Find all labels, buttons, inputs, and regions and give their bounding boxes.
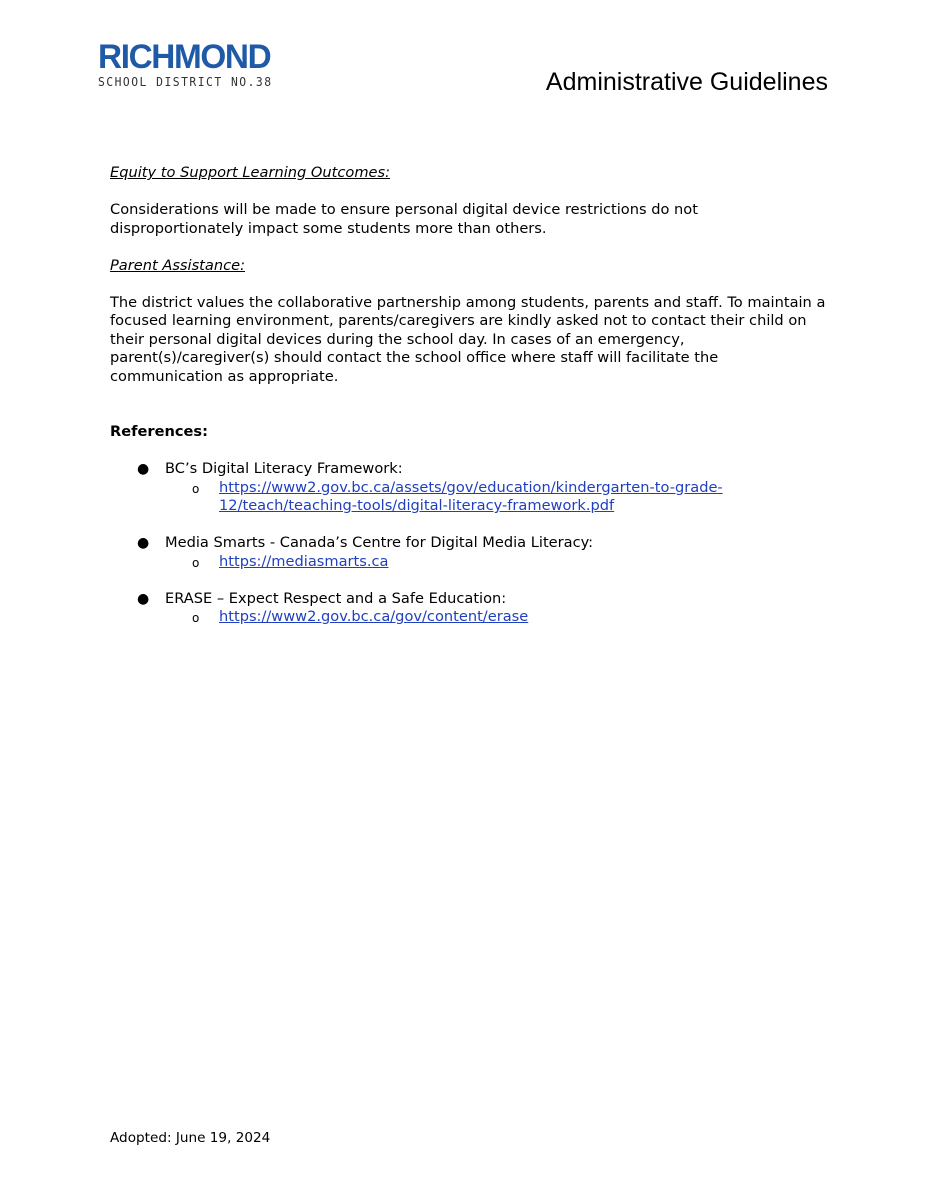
equity-heading: Equity to Support Learning Outcomes: xyxy=(110,164,391,181)
reference-label: BC’s Digital Literacy Framework: xyxy=(165,460,403,477)
district-logo xyxy=(98,40,298,89)
adopted-date: Adopted: June 19, 2024 xyxy=(110,1130,271,1146)
reference-item xyxy=(110,460,830,516)
reference-link-item xyxy=(165,553,830,572)
reference-item xyxy=(110,590,830,627)
logo-subtitle: SCHOOL DISTRICT NO.38 xyxy=(98,75,273,89)
reference-label: Media Smarts - Canada’s Centre for Digital Media Literacy: xyxy=(165,534,594,551)
reference-item xyxy=(110,534,830,571)
document-body xyxy=(110,164,830,645)
reference-links xyxy=(165,608,830,627)
circle-bullet-icon: o xyxy=(192,611,200,625)
circle-bullet-icon: o xyxy=(192,481,200,496)
references-heading: References: xyxy=(110,423,208,440)
equity-paragraph: Considerations will be made to ensure personal digital device restrictions do not disproportionately impact some students more than others. xyxy=(110,201,698,237)
bullet-icon: ● xyxy=(137,590,150,607)
circle-bullet-icon: o xyxy=(192,555,200,570)
mediasmarts-link[interactable]: https://mediasmarts.ca xyxy=(219,552,389,570)
reference-label: ERASE – Expect Respect and a Safe Education: xyxy=(165,589,507,607)
parent-assistance-paragraph: The district values the collaborative partnership among students, parents and staff. To maintain a focused learning environment, parents/caregivers are kindly asked not to contact their child on their personal digital devices during the school day. In cases of an emergency, parent(s)/caregiver(s) should contact the school office where staff will facilitate the communication as appropriate. xyxy=(110,293,826,385)
parent-assistance-heading: Parent Assistance: xyxy=(110,256,246,274)
reference-links xyxy=(165,553,830,572)
logo-wordmark: RICHMOND xyxy=(98,38,271,76)
bullet-icon: ● xyxy=(137,535,150,551)
link-line-2[interactable]: 12/teach/teaching-tools/digital-literacy-framework.pdf xyxy=(219,497,615,514)
erase-link[interactable]: https://www2.gov.bc.ca/gov/content/erase xyxy=(219,608,529,625)
reference-link-item xyxy=(165,479,830,516)
reference-link-item xyxy=(165,608,830,627)
link-line-1[interactable]: https://www2.gov.bc.ca/assets/gov/education/kindergarten-to-grade- xyxy=(219,478,723,496)
digital-literacy-framework-link[interactable] xyxy=(219,479,723,515)
document-title: Administrative Guidelines xyxy=(545,68,828,96)
references-list xyxy=(110,460,830,627)
reference-links xyxy=(165,479,830,516)
bullet-icon: ● xyxy=(137,461,150,477)
